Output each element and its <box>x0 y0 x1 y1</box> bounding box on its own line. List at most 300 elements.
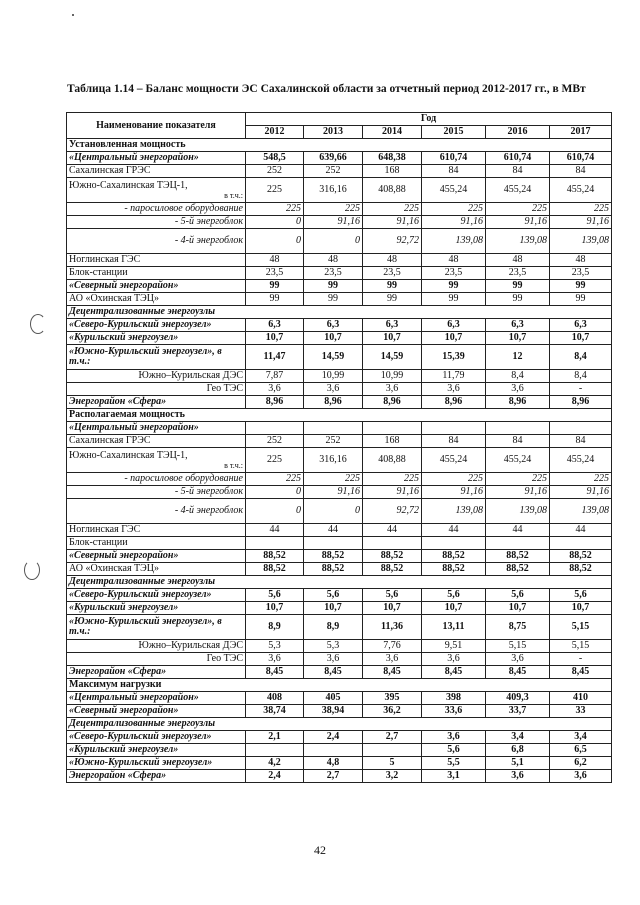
row-label <box>67 486 246 499</box>
value-cell: 6,3 <box>550 319 612 332</box>
value-cell: 84 <box>550 435 612 448</box>
table-row <box>67 473 612 486</box>
value-cell: 23,5 <box>246 267 304 280</box>
row-label-text: «Северный энергорайон» <box>69 280 179 291</box>
section-heading <box>67 409 612 422</box>
value-cell: 3,6 <box>363 653 422 666</box>
row-label <box>67 524 246 537</box>
value-cell: 405 <box>304 692 363 705</box>
row-label-text: Блок-станции <box>69 267 128 278</box>
value-cell: 225 <box>486 473 550 486</box>
value-cell: 4,8 <box>304 757 363 770</box>
value-cell: 91,16 <box>422 216 486 229</box>
table-row <box>67 537 612 550</box>
row-label-text: Располагаемая мощность <box>69 409 185 420</box>
value-cell: 8,96 <box>550 396 612 409</box>
value-cell: 8,45 <box>422 666 486 679</box>
value-cell: 23,5 <box>363 267 422 280</box>
row-label <box>67 435 246 448</box>
value-cell: 44 <box>363 524 422 537</box>
scan-speck <box>72 14 74 16</box>
value-cell: 610,74 <box>486 152 550 165</box>
value-cell: 8,96 <box>246 396 304 409</box>
row-sublabel: в т.ч.: <box>224 190 243 200</box>
table-row <box>67 486 612 499</box>
value-cell: 91,16 <box>363 216 422 229</box>
value-cell: 5,15 <box>550 640 612 653</box>
value-cell: 5,6 <box>550 589 612 602</box>
value-cell: 5,6 <box>422 589 486 602</box>
table-row <box>67 229 612 254</box>
table-row <box>67 563 612 576</box>
value-cell: 84 <box>486 165 550 178</box>
value-cell: 3,6 <box>486 770 550 783</box>
row-label <box>67 770 246 783</box>
row-label <box>67 396 246 409</box>
value-cell: 5,5 <box>422 757 486 770</box>
row-label <box>67 563 246 576</box>
table-row <box>67 165 612 178</box>
value-cell: 639,66 <box>304 152 363 165</box>
table-row <box>67 499 612 524</box>
table-row <box>67 178 612 203</box>
value-cell: - <box>550 383 612 396</box>
value-cell: 2,4 <box>304 731 363 744</box>
value-cell: 38,74 <box>246 705 304 718</box>
value-cell <box>304 422 363 435</box>
value-cell: 88,52 <box>550 563 612 576</box>
row-label <box>67 254 246 267</box>
value-cell: 3,4 <box>486 731 550 744</box>
table-row <box>67 589 612 602</box>
margin-circle-mark <box>30 314 46 334</box>
value-cell: 88,52 <box>550 550 612 563</box>
value-cell <box>363 744 422 757</box>
value-cell: 455,24 <box>550 448 612 473</box>
row-label-text: Децентрализованные энергоузлы <box>69 576 216 587</box>
value-cell: 84 <box>486 435 550 448</box>
value-cell: 5,15 <box>486 640 550 653</box>
row-label <box>67 448 246 473</box>
value-cell: 610,74 <box>550 152 612 165</box>
row-label <box>67 383 246 396</box>
value-cell: 88,52 <box>363 563 422 576</box>
row-label-text: Южно–Курильская ДЭС <box>138 640 243 651</box>
value-cell: 252 <box>246 435 304 448</box>
value-cell <box>246 744 304 757</box>
value-cell: 225 <box>422 473 486 486</box>
value-cell: 648,38 <box>363 152 422 165</box>
value-cell: 99 <box>550 280 612 293</box>
header-year: 2015 <box>422 126 486 139</box>
table-row <box>67 692 612 705</box>
value-cell: 13,11 <box>422 615 486 640</box>
value-cell: 3,6 <box>550 770 612 783</box>
value-cell: 455,24 <box>422 448 486 473</box>
value-cell: 8,9 <box>304 615 363 640</box>
value-cell: 10,7 <box>422 332 486 345</box>
value-cell: 0 <box>304 229 363 254</box>
row-label-text: АО «Охинская ТЭЦ» <box>69 563 159 574</box>
row-label <box>67 165 246 178</box>
value-cell: 14,59 <box>304 345 363 370</box>
value-cell: 10,7 <box>363 332 422 345</box>
value-cell: 10,7 <box>304 332 363 345</box>
table-row <box>67 280 612 293</box>
value-cell: 99 <box>304 293 363 306</box>
value-cell: 91,16 <box>550 216 612 229</box>
row-label <box>67 499 246 524</box>
table-row <box>67 139 612 152</box>
section-heading <box>67 139 612 152</box>
value-cell: 3,6 <box>246 653 304 666</box>
row-label-text: «Северо-Курильский энергоузел» <box>69 589 212 600</box>
value-cell: 88,52 <box>304 563 363 576</box>
row-label-text: Блок-станции <box>69 537 128 548</box>
value-cell: - <box>550 653 612 666</box>
value-cell: 225 <box>246 178 304 203</box>
value-cell: 99 <box>486 280 550 293</box>
value-cell: 8,9 <box>246 615 304 640</box>
row-label <box>67 653 246 666</box>
value-cell: 3,1 <box>422 770 486 783</box>
value-cell <box>486 537 550 550</box>
section-heading <box>67 679 612 692</box>
value-cell: 44 <box>246 524 304 537</box>
value-cell: 8,45 <box>486 666 550 679</box>
value-cell <box>550 537 612 550</box>
table-row <box>67 550 612 563</box>
row-label <box>67 550 246 563</box>
value-cell: 10,7 <box>550 332 612 345</box>
value-cell: 455,24 <box>486 178 550 203</box>
value-cell: 6,8 <box>486 744 550 757</box>
value-cell <box>486 422 550 435</box>
value-cell: 11,79 <box>422 370 486 383</box>
value-cell: 91,16 <box>550 486 612 499</box>
table-row <box>67 653 612 666</box>
row-label-text: Установленная мощность <box>69 139 186 150</box>
value-cell: 5,6 <box>486 589 550 602</box>
row-label-text: - 4-й энергоблок <box>174 505 243 516</box>
row-label <box>67 370 246 383</box>
value-cell: 139,08 <box>422 499 486 524</box>
table-row <box>67 383 612 396</box>
value-cell: 10,7 <box>304 602 363 615</box>
value-cell: 8,45 <box>246 666 304 679</box>
value-cell: 44 <box>422 524 486 537</box>
value-cell: 225 <box>246 448 304 473</box>
value-cell: 2,1 <box>246 731 304 744</box>
value-cell <box>422 537 486 550</box>
value-cell: 9,51 <box>422 640 486 653</box>
value-cell: 10,7 <box>422 602 486 615</box>
value-cell: 3,4 <box>550 731 612 744</box>
value-cell: 88,52 <box>304 550 363 563</box>
row-label-text: - 5-й энергоблок <box>174 486 243 497</box>
value-cell: 225 <box>246 473 304 486</box>
value-cell <box>246 422 304 435</box>
row-label <box>67 589 246 602</box>
value-cell: 398 <box>422 692 486 705</box>
value-cell: 3,6 <box>422 731 486 744</box>
row-label-text: Энергорайон «Сфера» <box>69 666 167 677</box>
value-cell: 33,6 <box>422 705 486 718</box>
value-cell: 91,16 <box>363 486 422 499</box>
table-row <box>67 705 612 718</box>
row-label-text: «Центральный энергорайон» <box>69 152 199 163</box>
table-row <box>67 306 612 319</box>
value-cell: 3,6 <box>246 383 304 396</box>
value-cell: 2,4 <box>246 770 304 783</box>
value-cell: 10,7 <box>246 332 304 345</box>
value-cell: 91,16 <box>422 486 486 499</box>
value-cell: 48 <box>486 254 550 267</box>
value-cell: 408 <box>246 692 304 705</box>
table-row <box>67 409 612 422</box>
value-cell <box>550 422 612 435</box>
row-label <box>67 473 246 486</box>
value-cell: 11,36 <box>363 615 422 640</box>
header-year: 2017 <box>550 126 612 139</box>
value-cell: 0 <box>246 499 304 524</box>
table-row <box>67 396 612 409</box>
row-label <box>67 216 246 229</box>
value-cell: 84 <box>422 435 486 448</box>
row-label <box>67 293 246 306</box>
value-cell: 23,5 <box>422 267 486 280</box>
row-label-text: Гео ТЭС <box>206 653 243 664</box>
value-cell: 10,7 <box>486 602 550 615</box>
row-label <box>67 757 246 770</box>
table-row <box>67 152 612 165</box>
value-cell: 3,6 <box>304 653 363 666</box>
header-year: 2013 <box>304 126 363 139</box>
row-label <box>67 666 246 679</box>
value-cell: 23,5 <box>304 267 363 280</box>
row-label-text: Гео ТЭС <box>206 383 243 394</box>
row-label-text: Южно–Курильская ДЭС <box>138 370 243 381</box>
header-year: 2014 <box>363 126 422 139</box>
value-cell: 0 <box>246 229 304 254</box>
value-cell: 48 <box>550 254 612 267</box>
value-cell: 36,2 <box>363 705 422 718</box>
value-cell: 6,3 <box>246 319 304 332</box>
header-year-group: Год <box>246 113 612 126</box>
table-row <box>67 435 612 448</box>
value-cell: 15,39 <box>422 345 486 370</box>
table-row <box>67 345 612 370</box>
value-cell: 139,08 <box>486 229 550 254</box>
value-cell: 3,6 <box>422 383 486 396</box>
value-cell: 14,59 <box>363 345 422 370</box>
row-label-text: «Курильский энергоузел» <box>69 332 179 343</box>
row-label <box>67 422 246 435</box>
value-cell: 92,72 <box>363 499 422 524</box>
value-cell: 10,99 <box>304 370 363 383</box>
table-row <box>67 744 612 757</box>
row-label <box>67 602 246 615</box>
value-cell: 139,08 <box>550 229 612 254</box>
table-row <box>67 267 612 280</box>
value-cell: 10,7 <box>363 602 422 615</box>
row-label-text: Южно-Сахалинская ТЭЦ-1, <box>69 179 188 191</box>
row-label-text: «Южно-Курильский энергоузел», в т.ч.: <box>69 616 222 637</box>
value-cell: 10,7 <box>246 602 304 615</box>
value-cell: 8,45 <box>363 666 422 679</box>
value-cell: 4,2 <box>246 757 304 770</box>
row-label <box>67 537 246 550</box>
value-cell <box>363 422 422 435</box>
value-cell: 225 <box>363 473 422 486</box>
value-cell: 88,52 <box>422 550 486 563</box>
value-cell: 99 <box>246 280 304 293</box>
value-cell: 48 <box>304 254 363 267</box>
value-cell: 99 <box>363 293 422 306</box>
row-label <box>67 229 246 254</box>
value-cell: 610,74 <box>422 152 486 165</box>
value-cell: 84 <box>422 165 486 178</box>
value-cell: 8,96 <box>304 396 363 409</box>
row-label <box>67 345 246 370</box>
value-cell: 316,16 <box>304 178 363 203</box>
value-cell: 548,5 <box>246 152 304 165</box>
value-cell: 99 <box>422 293 486 306</box>
value-cell: 455,24 <box>550 178 612 203</box>
table-row <box>67 524 612 537</box>
value-cell: 3,6 <box>486 653 550 666</box>
value-cell: 6,2 <box>550 757 612 770</box>
row-label <box>67 267 246 280</box>
row-label <box>67 152 246 165</box>
value-cell: 139,08 <box>550 499 612 524</box>
row-label-text: Энергорайон «Сфера» <box>69 770 167 781</box>
row-label-text: Децентрализованные энергоузлы <box>69 306 216 317</box>
value-cell: 5,6 <box>422 744 486 757</box>
table-row <box>67 666 612 679</box>
value-cell <box>304 537 363 550</box>
row-label-text: Максимум нагрузки <box>69 679 162 690</box>
value-cell: 33,7 <box>486 705 550 718</box>
value-cell: 38,94 <box>304 705 363 718</box>
row-label <box>67 178 246 203</box>
value-cell: 88,52 <box>486 563 550 576</box>
value-cell: 225 <box>363 203 422 216</box>
row-label <box>67 332 246 345</box>
section-heading <box>67 306 612 319</box>
value-cell: 44 <box>304 524 363 537</box>
value-cell: 455,24 <box>486 448 550 473</box>
header-year: 2016 <box>486 126 550 139</box>
table-row <box>67 216 612 229</box>
table-row <box>67 370 612 383</box>
value-cell: 10,99 <box>363 370 422 383</box>
value-cell: 0 <box>304 499 363 524</box>
value-cell: 8,45 <box>550 666 612 679</box>
row-label-text: «Северный энергорайон» <box>69 550 179 561</box>
row-label-text: - паросиловое оборудование <box>124 473 243 484</box>
value-cell: 5 <box>363 757 422 770</box>
value-cell: 139,08 <box>486 499 550 524</box>
value-cell: 3,6 <box>422 653 486 666</box>
header-name-column: Наименование показателя <box>67 113 246 139</box>
value-cell: 8,4 <box>550 370 612 383</box>
value-cell: 0 <box>246 486 304 499</box>
value-cell: 88,52 <box>486 550 550 563</box>
value-cell <box>246 537 304 550</box>
header-year: 2012 <box>246 126 304 139</box>
value-cell: 5,6 <box>246 589 304 602</box>
value-cell: 48 <box>363 254 422 267</box>
table-title: Таблица 1.14 – Баланс мощности ЭС Сахалинской области за отчетный период 2012-2017 гг., в МВт <box>67 83 586 95</box>
value-cell: 252 <box>304 435 363 448</box>
value-cell: 225 <box>550 203 612 216</box>
margin-circle-mark <box>24 560 40 580</box>
value-cell: 6,3 <box>422 319 486 332</box>
value-cell: 168 <box>363 165 422 178</box>
value-cell: 252 <box>304 165 363 178</box>
value-cell: 3,6 <box>486 383 550 396</box>
value-cell: 225 <box>304 203 363 216</box>
value-cell: 0 <box>246 216 304 229</box>
value-cell: 91,16 <box>304 216 363 229</box>
table-row <box>67 332 612 345</box>
value-cell: 12 <box>486 345 550 370</box>
table-row <box>67 718 612 731</box>
page-number: 42 <box>314 843 326 857</box>
value-cell: 48 <box>246 254 304 267</box>
value-cell: 3,6 <box>304 383 363 396</box>
row-label-text: Энергорайон «Сфера» <box>69 396 167 407</box>
value-cell: 7,76 <box>363 640 422 653</box>
table-row <box>67 203 612 216</box>
value-cell: 5,15 <box>550 615 612 640</box>
value-cell <box>304 744 363 757</box>
table-row <box>67 576 612 589</box>
value-cell: 225 <box>304 473 363 486</box>
value-cell <box>422 422 486 435</box>
value-cell: 88,52 <box>363 550 422 563</box>
value-cell: 2,7 <box>304 770 363 783</box>
row-label-text: - паросиловое оборудование <box>124 203 243 214</box>
row-label <box>67 615 246 640</box>
value-cell: 408,88 <box>363 448 422 473</box>
header-row-1 <box>67 113 612 126</box>
row-label-text: «Северо-Курильский энергоузел» <box>69 319 212 330</box>
table-row <box>67 448 612 473</box>
row-label <box>67 203 246 216</box>
value-cell: 99 <box>246 293 304 306</box>
row-label <box>67 692 246 705</box>
value-cell: 408,88 <box>363 178 422 203</box>
value-cell: 5,6 <box>304 589 363 602</box>
row-label-text: «Северный энергорайон» <box>69 705 179 716</box>
value-cell: 6,3 <box>486 319 550 332</box>
value-cell: 44 <box>486 524 550 537</box>
row-label-text: Децентрализованные энергоузлы <box>69 718 216 729</box>
value-cell: 252 <box>246 165 304 178</box>
value-cell: 139,08 <box>422 229 486 254</box>
row-label-text: - 5-й энергоблок <box>174 216 243 227</box>
value-cell: 225 <box>246 203 304 216</box>
value-cell: 99 <box>422 280 486 293</box>
value-cell: 8,96 <box>486 396 550 409</box>
row-label-text: Ноглинская ГЭС <box>69 524 141 535</box>
row-label <box>67 731 246 744</box>
value-cell: 5,3 <box>304 640 363 653</box>
row-label-text: «Курильский энергоузел» <box>69 744 179 755</box>
value-cell: 11,47 <box>246 345 304 370</box>
